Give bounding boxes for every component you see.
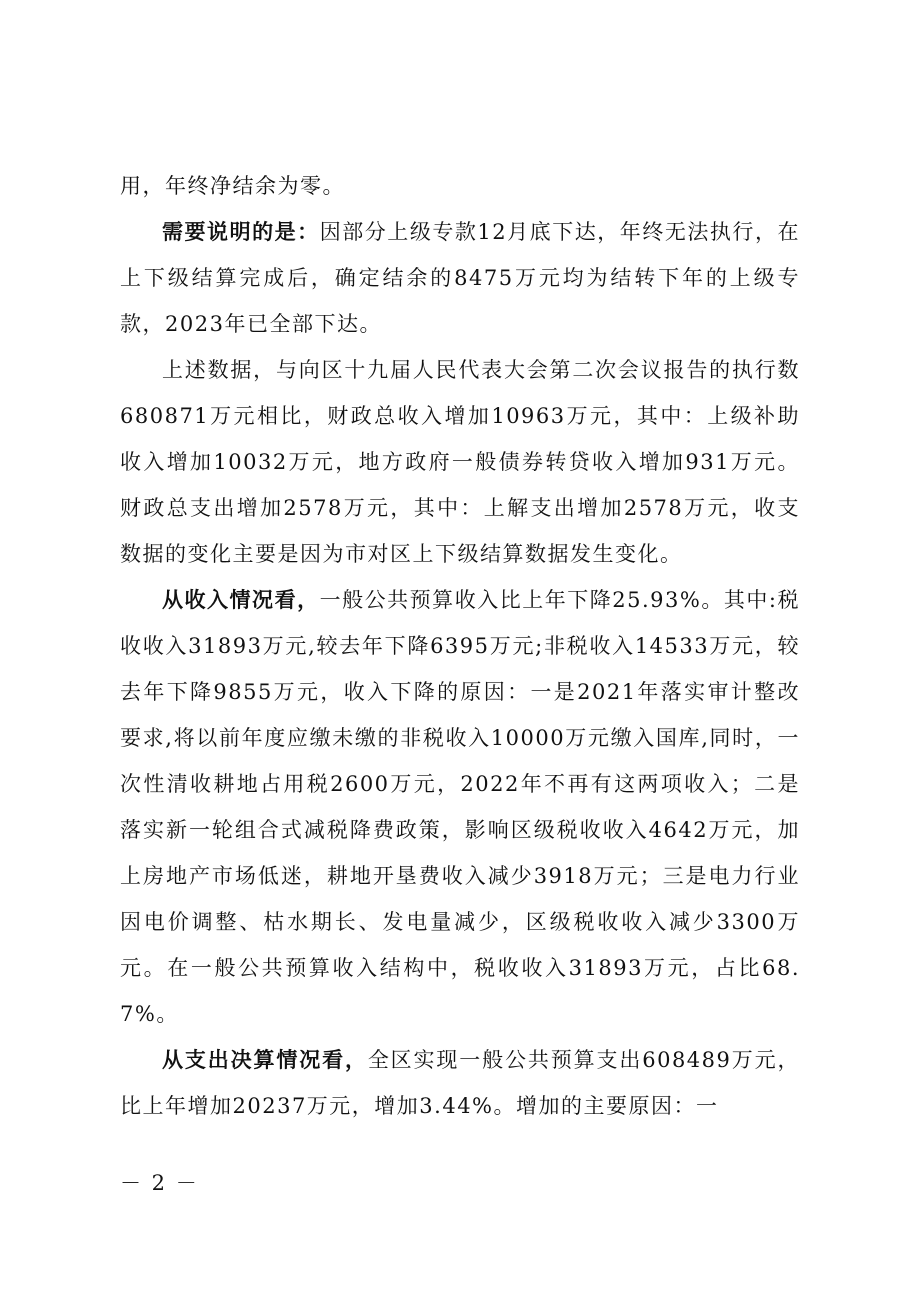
paragraph-continuation — [120, 163, 800, 209]
paragraph-revenue — [120, 577, 800, 1037]
paragraph-expenditure — [120, 1037, 800, 1129]
paragraph-note — [120, 209, 800, 347]
paragraph-lead: 从收入情况看， — [162, 588, 320, 612]
paragraph-text: 用，年终净结余为零。 — [120, 174, 345, 198]
paragraph-data-comparison — [120, 347, 800, 577]
paragraph-lead: 需要说明的是： — [162, 220, 320, 244]
paragraph-text: 上述数据，与向区十九届人民代表大会第二次会议报告的执行数680871万元相比，财政总收入增加10963万元，其中：上级补助收入增加10032万元，地方政府一般债券转贷收入增加931万元。财政总支出增加2578万元，其中：上解支出增加2578万元，收支数据的变化主要是因为市对区上下级结算数据发生变化。 — [120, 358, 800, 566]
paragraph-text: 因部分上级专款12月底下达，年终无法执行，在上下级结算完成后，确定结余的8475万元均为结转下年的上级专款，2023年已全部下达。 — [120, 220, 800, 336]
page-number: － 2 － — [120, 1171, 199, 1195]
paragraph-text: 全区实现一般公共预算支出608489万元，比上年增加20237万元，增加3.44%。增加的主要原因：一 — [120, 1048, 800, 1118]
paragraph-text: 一般公共预算收入比上年下降25.93%。其中:税收收入31893万元,较去年下降6395万元;非税收入14533万元，较去年下降9855万元，收入下降的原因：一是2021年落实审计整改要求,将以前年度应缴未缴的非税收入10000万元缴入国库,同时，一次性清收耕地占用税2600万元，2022年不再有这两项收入；二是落实新一轮组合式减税降费政策，影响区级税收收入4642万元，加上房地产市场低迷，耕地开垦费收入减少3918万元；三是电力行业因电价调整、枯水期长、发电量减少，区级税收收入减少3300万元。在一般公共预算收入结构中，税收收入31893万元，占比68.7%。 — [120, 588, 801, 1026]
body-text — [120, 163, 800, 1129]
paragraph-lead: 从支出决算情况看， — [162, 1048, 368, 1072]
